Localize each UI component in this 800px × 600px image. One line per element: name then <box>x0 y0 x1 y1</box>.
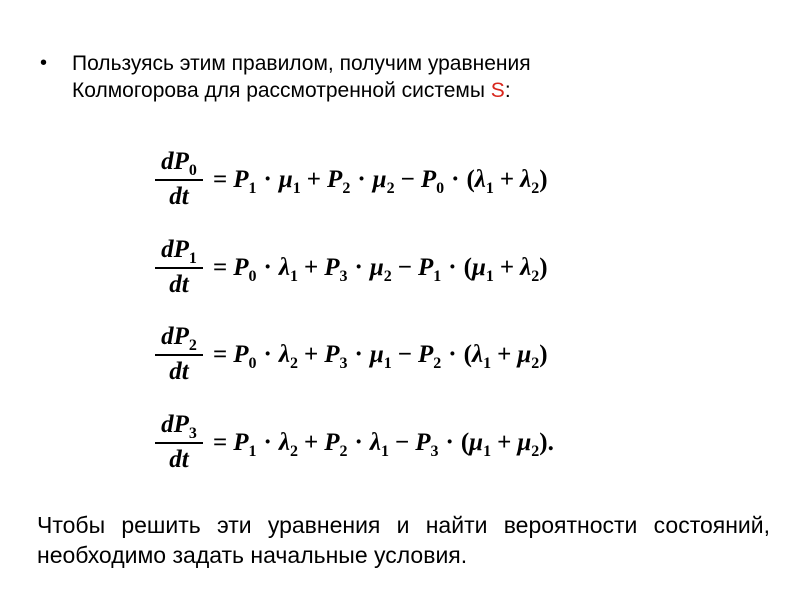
equation-4-denominator: dt <box>155 442 203 474</box>
equation-2 <box>155 236 548 299</box>
system-symbol: S <box>490 79 505 102</box>
equation-3 <box>155 323 548 386</box>
equation-2-fraction <box>155 236 203 299</box>
equation-2-rhs: = $P_0 \cdot \lambda_1 + P_3 \cdot \mu_2 - P_1 \cdot (\mu_1 + \lambda_2)$ <box>213 253 548 285</box>
intro-colon: : <box>504 79 511 102</box>
equation-4-fraction <box>155 411 203 474</box>
intro-paragraph <box>40 50 740 104</box>
equation-3-numerator: $dP_2$ <box>161 323 197 354</box>
equation-1 <box>155 148 548 211</box>
equation-4-numerator: $dP_3$ <box>161 411 197 442</box>
equation-4 <box>155 411 554 474</box>
equation-4-rhs: = $P_1 \cdot \lambda_2 + P_2 \cdot \lambda_1 - P_3 \cdot (\mu_1 + \mu_2)$. <box>213 428 554 460</box>
equation-3-denominator: dt <box>155 354 203 386</box>
equation-1-numerator: $dP_0$ <box>161 148 197 179</box>
intro-text <box>72 50 740 104</box>
bullet-marker: • <box>40 52 48 74</box>
intro-line-1: Пользуясь этим правилом, получим уравнения <box>72 52 531 75</box>
equation-1-fraction <box>155 148 203 211</box>
equation-2-numerator: $dP_1$ <box>161 236 197 267</box>
equation-2-denominator: dt <box>155 267 203 299</box>
intro-line-2: Колмогорова для рассмотренной системы <box>72 79 491 102</box>
equation-3-rhs: = $P_0 \cdot \lambda_2 + P_3 \cdot \mu_1 - P_2 \cdot (\lambda_1 + \mu_2)$ <box>213 340 548 372</box>
equation-1-denominator: dt <box>155 179 203 211</box>
equation-1-rhs: = $P_1 \cdot \mu_1 + P_2 \cdot \mu_2 - P_0 \cdot (\lambda_1 + \lambda_2)$ <box>213 165 548 197</box>
conclusion-paragraph: Чтобы решить эти уравнения и найти вероятности состояний, необходимо задать начальные условия. <box>37 512 770 568</box>
equation-3-fraction <box>155 323 203 386</box>
